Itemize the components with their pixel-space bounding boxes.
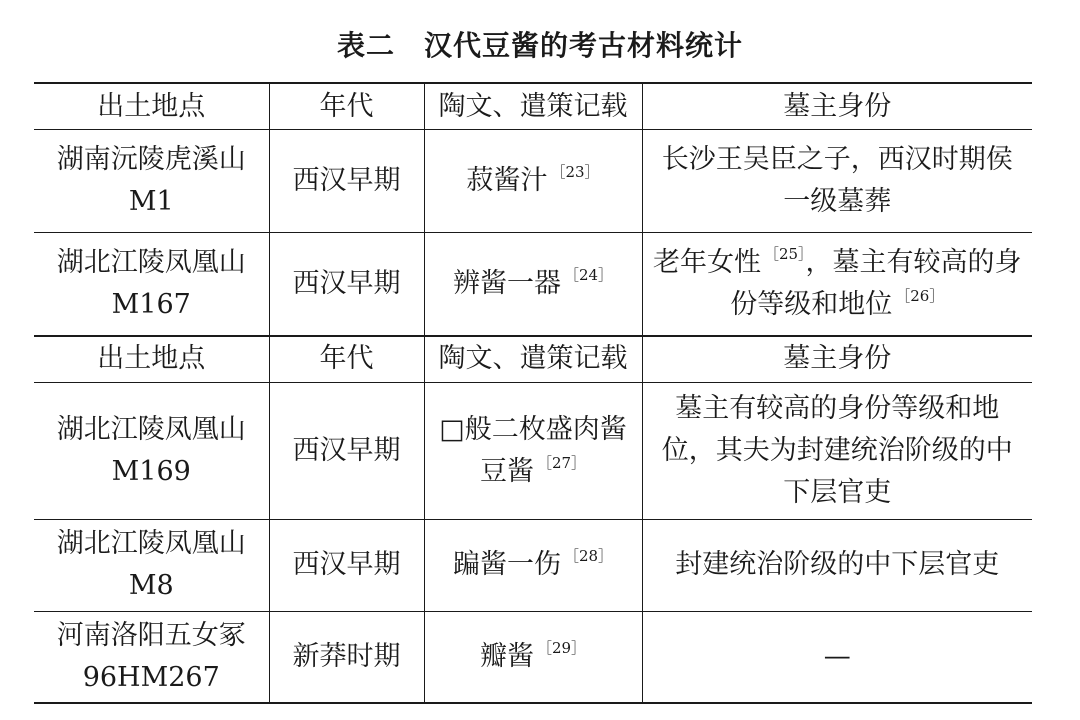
record-cell <box>424 382 642 519</box>
citation-ref: ［28］ <box>563 547 614 565</box>
citation-ref: ［27］ <box>536 453 587 472</box>
table-row <box>34 611 1032 703</box>
site-cell: 湖北江陵凤凰山M169 <box>34 382 269 519</box>
period-cell: 新莽时期 <box>269 611 424 703</box>
header-cell-record: 陶文、遣策记载 <box>424 336 642 383</box>
period-cell: 西汉早期 <box>269 233 424 336</box>
citation-ref: ［26］ <box>895 286 945 305</box>
citation-ref: ［29］ <box>536 638 587 657</box>
citation-ref: ［25］ <box>763 244 806 263</box>
site-cell: 河南洛阳五女冢96HM267 <box>34 611 269 703</box>
owner-text: ，墓主有较高的身份等级和地位 <box>730 246 1022 320</box>
header-cell-record: 陶文、遣策记载 <box>424 83 642 130</box>
archaeology-table <box>34 82 1032 704</box>
header-row <box>34 83 1032 130</box>
citation-ref: ［23］ <box>550 163 600 181</box>
record-cell <box>424 233 642 336</box>
citation-ref: ［24］ <box>563 265 614 284</box>
table-row <box>34 519 1032 611</box>
owner-text: 老年女性 <box>652 246 761 278</box>
record-cell <box>424 519 642 611</box>
header-cell-site: 出土地点 <box>34 83 269 130</box>
owner-cell: — <box>642 611 1032 703</box>
header-cell-site: 出土地点 <box>34 336 269 383</box>
owner-cell: 长沙王吴臣之子，西汉时期侯一级墓葬 <box>642 130 1032 233</box>
owner-cell: 封建统治阶级的中下层官吏 <box>642 519 1032 611</box>
header-cell-owner: 墓主身份 <box>642 83 1032 130</box>
record-text: □般二枚盛肉酱豆酱 <box>439 413 627 487</box>
record-text: 辨酱一器 <box>452 267 561 299</box>
record-text: 瓣酱 <box>479 640 534 672</box>
table-title: 表二 汉代豆酱的考古材料统计 <box>336 29 743 62</box>
site-cell: 湖北江陵凤凰山M8 <box>34 519 269 611</box>
period-cell: 西汉早期 <box>269 130 424 233</box>
header-cell-period: 年代 <box>269 336 424 383</box>
owner-cell <box>642 233 1032 336</box>
table-row <box>34 130 1032 233</box>
header-cell-period: 年代 <box>269 83 424 130</box>
header-cell-owner: 墓主身份 <box>642 336 1032 383</box>
record-cell <box>424 611 642 703</box>
repeated-header-row <box>34 336 1032 383</box>
owner-cell: 墓主有较高的身份等级和地位，其夫为封建统治阶级的中下层官吏 <box>642 382 1032 519</box>
period-cell: 西汉早期 <box>269 519 424 611</box>
table-row <box>34 233 1032 336</box>
record-text: 菽酱汁 <box>466 165 548 196</box>
site-cell: 湖南沅陵虎溪山M1 <box>34 130 269 233</box>
period-cell: 西汉早期 <box>269 382 424 519</box>
record-cell <box>424 130 642 233</box>
table-row <box>34 382 1032 519</box>
record-text: 蹁酱一伤 <box>452 549 561 580</box>
site-cell: 湖北江陵凤凰山M167 <box>34 233 269 336</box>
